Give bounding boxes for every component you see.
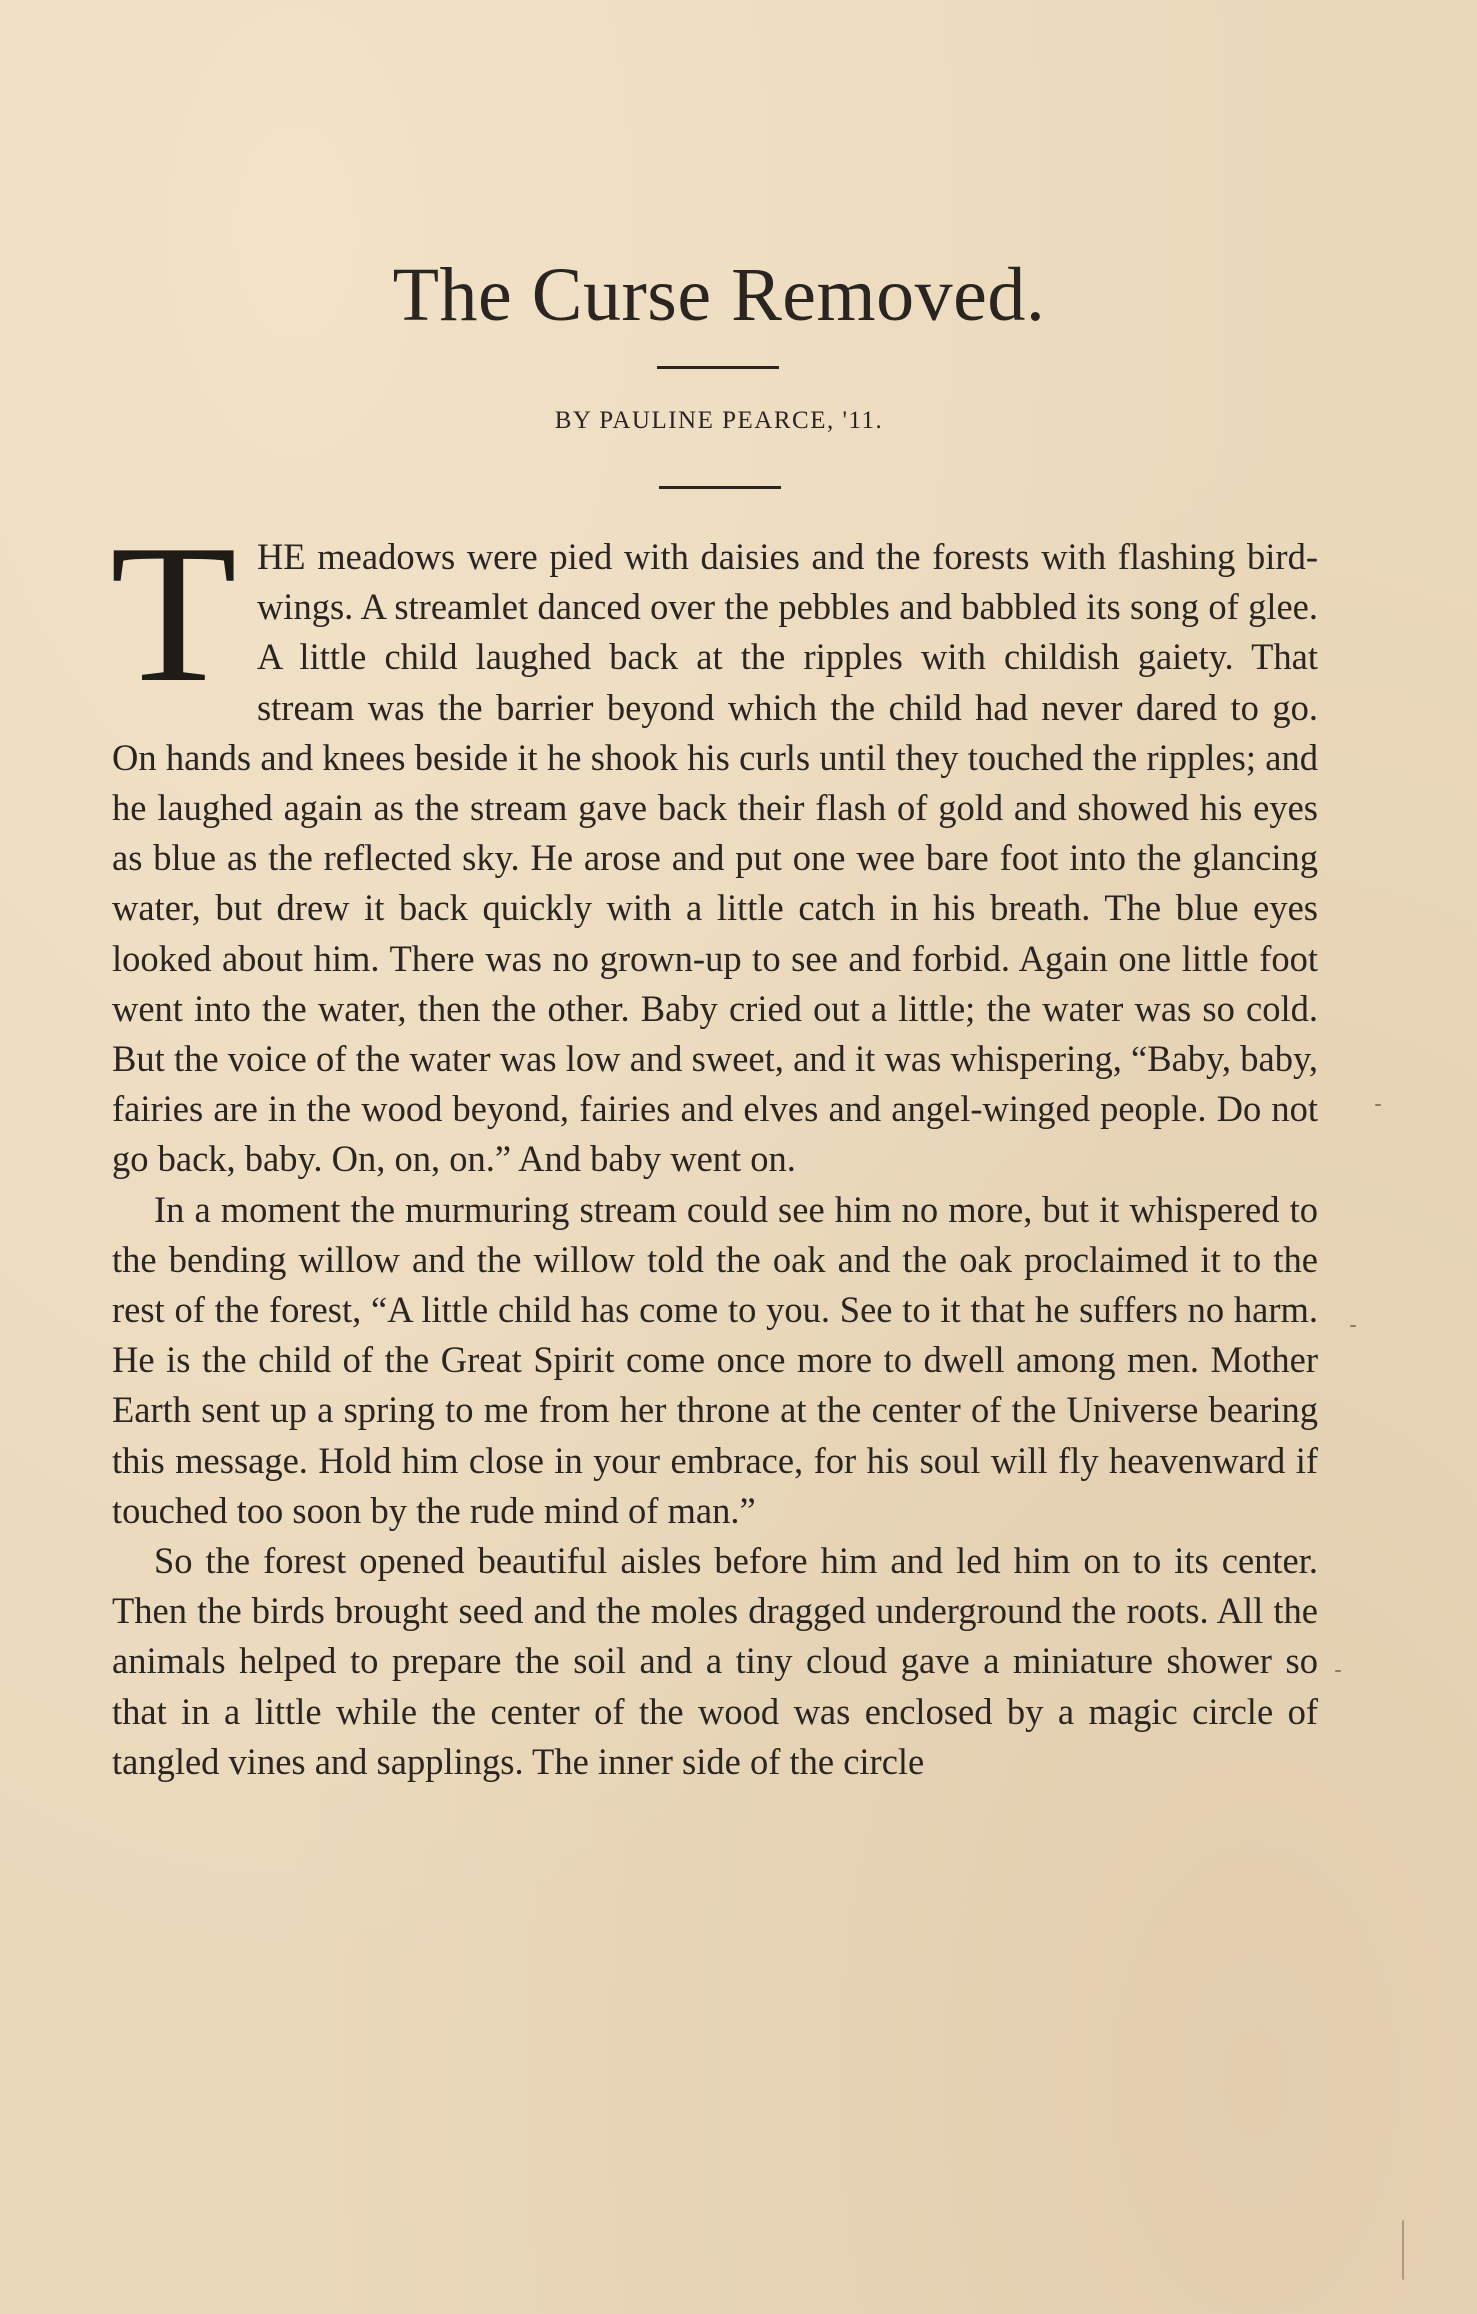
paper-speck (1350, 1325, 1356, 1327)
paper-speck (1335, 1670, 1341, 1672)
paragraph-1-text: HE meadows were pied with daisies and the forests with flashing bird-wings. A streamlet danced over the pebbles and babbled its song of glee. A little child laughed back at the ripples with childish gaiety. That stream was the barrier beyond which the child had never dared to go. On hands and knees beside it he shook his curls until they touched the ripples; and he laughed again as the stream gave back their flash of gold and showed his eyes as blue as the reflected sky. He arose and put one wee bare foot into the glancing water, but drew it back quickly with a little catch in his breath. The blue eyes looked about him. There was no grown-up to see and forbid. Again one little foot went into the water, then the other. Baby cried out a little; the water was so cold. But the voice of the water was low and sweet, and it was whispering, “Baby, baby, fairies are in the wood beyond, fairies and elves and angel-winged people. Do not go back, baby. On, on, on.” And baby went on. (112, 536, 1318, 1180)
title-divider-rule (657, 366, 779, 369)
article-body (110, 504, 1318, 1787)
drop-cap-letter: T (110, 504, 238, 723)
article-byline: BY PAULINE PEARCE, '11. (554, 407, 884, 434)
article-title: The Curse Removed. (392, 253, 1046, 337)
paragraph-2: In a moment the murmuring stream could see him no more, but it whispered to the bending willow and the willow told the oak and the oak proclaimed it to the rest of the forest, “A little child has come to you. See to it that he suffers no harm. He is the child of the Great Spirit come once more to dwell among men. Mother Earth sent up a spring to me from her throne at the center of the Universe bearing this message. Hold him close in your embrace, for his soul will fly heavenward if touched too soon by the rude mind of man.” (112, 1188, 1318, 1531)
byline-divider-rule (659, 486, 781, 489)
paragraph-1 (110, 504, 1318, 1185)
page-edge-mark (1402, 2220, 1407, 2280)
paper-speck (1375, 1104, 1381, 1106)
paragraph-3: So the forest opened beautiful aisles before him and led him on to its center. Then the birds brought seed and the moles dragged underground the roots. All the animals helped to prepare the soil and a tiny cloud gave a miniature shower so that in a little while the center of the wood was enclosed by a magic circle of tangled vines and sapplings. The inner side of the circle (112, 1540, 1318, 1782)
